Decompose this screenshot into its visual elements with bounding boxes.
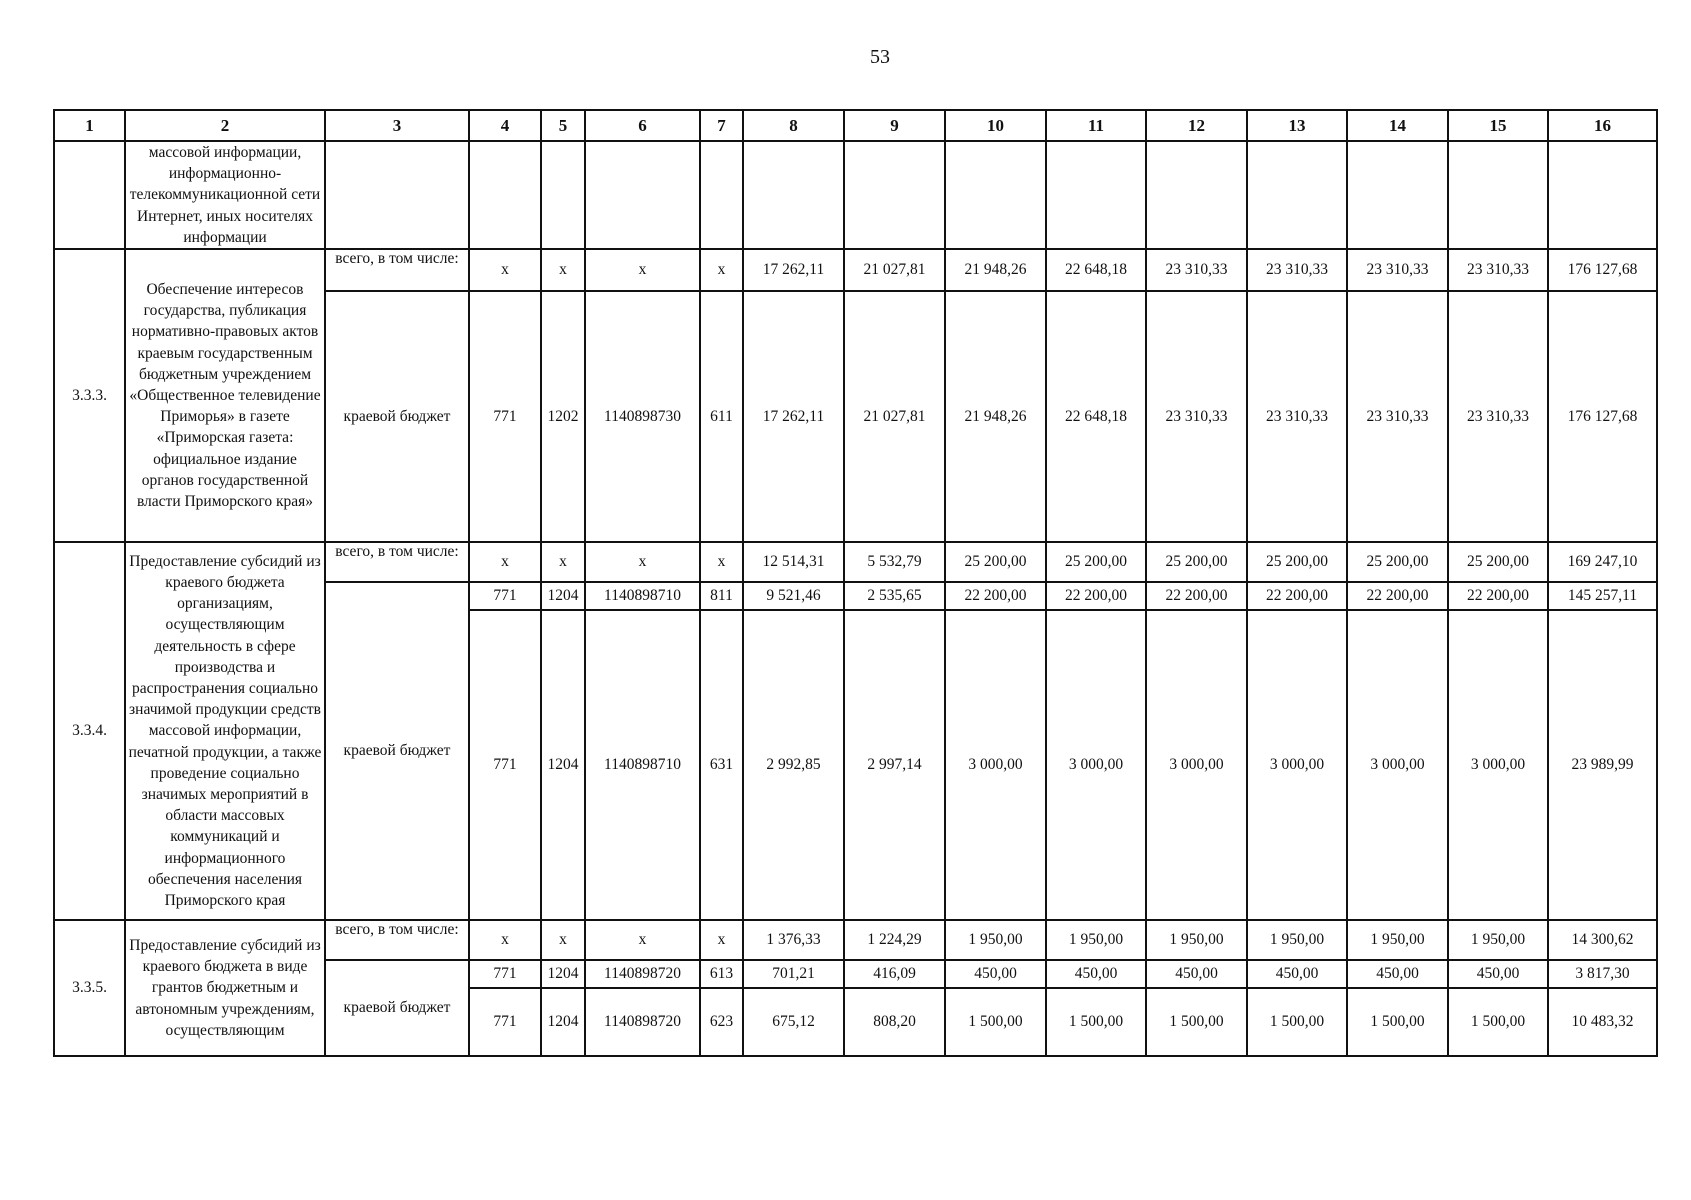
column-header-3: 3 <box>325 110 469 141</box>
year-8-value-cell: 3 000,00 <box>1448 610 1548 920</box>
column-header-16: 16 <box>1548 110 1657 141</box>
column-header-4: 4 <box>469 110 541 141</box>
target-article-code-cell: 1140898730 <box>585 291 700 542</box>
expense-type-code-cell: 623 <box>700 988 743 1056</box>
ministry-code-cell: x <box>469 920 541 960</box>
source-label: краевой бюджет <box>325 582 469 920</box>
expense-type-code-cell: 811 <box>700 582 743 610</box>
year-1-value-cell: 17 262,11 <box>743 249 844 291</box>
year-1-value-cell: 12 514,31 <box>743 542 844 582</box>
activity-name: Предоставление субсидий из краевого бюджета организациям, осуществляющим деятельность в сфере производства и распространения социально значимой продукции средств массовой информации, печатной продукции, а также проведение социально значимых мероприятий в области массовых коммуникаций и информационного обеспечения населения Приморского края <box>125 542 325 920</box>
year-6-value-cell: 1 500,00 <box>1247 988 1347 1056</box>
year-4-value-cell: 22 200,00 <box>1046 582 1146 610</box>
section-code-cell: 1204 <box>541 960 585 988</box>
expense-type-code-cell: x <box>700 542 743 582</box>
year-7-value-cell: 1 500,00 <box>1347 988 1448 1056</box>
year-3-value-cell: 1 500,00 <box>945 988 1046 1056</box>
column-header-1: 1 <box>54 110 125 141</box>
row-number: 3.3.5. <box>54 920 125 1056</box>
expense-type-code-cell: 613 <box>700 960 743 988</box>
section-code-cell: 1202 <box>541 291 585 542</box>
year-7-value-cell: 1 950,00 <box>1347 920 1448 960</box>
year-2-value-cell: 5 532,79 <box>844 542 945 582</box>
target-article-code-cell: x <box>585 920 700 960</box>
ministry-code-cell: x <box>469 542 541 582</box>
year-8-value-cell: 1 950,00 <box>1448 920 1548 960</box>
year-2-value-cell: 416,09 <box>844 960 945 988</box>
year-5-value-cell: 23 310,33 <box>1146 249 1247 291</box>
year-5-value-cell: 1 500,00 <box>1146 988 1247 1056</box>
year-1-value-cell: 701,21 <box>743 960 844 988</box>
column-header-10: 10 <box>945 110 1046 141</box>
target-article-code-cell: x <box>585 542 700 582</box>
year-2-value-cell: 21 027,81 <box>844 249 945 291</box>
year-5-value-cell: 22 200,00 <box>1146 582 1247 610</box>
source-label: всего, в том числе: <box>325 249 469 291</box>
year-6-value-cell: 22 200,00 <box>1247 582 1347 610</box>
column-header-12: 12 <box>1146 110 1247 141</box>
section-code-cell: 1204 <box>541 988 585 1056</box>
year-6-value-cell: 3 000,00 <box>1247 610 1347 920</box>
year-3-value-cell: 22 200,00 <box>945 582 1046 610</box>
year-3-value-cell: 21 948,26 <box>945 291 1046 542</box>
year-6-value-cell: 23 310,33 <box>1247 291 1347 542</box>
ministry-code-cell: x <box>469 249 541 291</box>
target-article-code-cell: 1140898710 <box>585 610 700 920</box>
ministry-code-cell: 771 <box>469 582 541 610</box>
budget-table <box>53 109 1658 1057</box>
year-4-value-cell: 22 648,18 <box>1046 249 1146 291</box>
year-1-value-cell: 9 521,46 <box>743 582 844 610</box>
target-article-code-cell: 1140898720 <box>585 988 700 1056</box>
source-label: краевой бюджет <box>325 960 469 1056</box>
section-code-cell: x <box>541 542 585 582</box>
year-3-value-cell: 3 000,00 <box>945 610 1046 920</box>
year-4-value-cell: 1 500,00 <box>1046 988 1146 1056</box>
table-row-continuation <box>54 141 1657 249</box>
ministry-code-cell: 771 <box>469 291 541 542</box>
year-3-value-cell: 25 200,00 <box>945 542 1046 582</box>
row-number: 3.3.3. <box>54 249 125 542</box>
table-row-334-total <box>54 542 1657 582</box>
activity-name: Предоставление субсидий из краевого бюджета в виде грантов бюджетным и автономным учреждениям, осуществляющим <box>125 920 325 1056</box>
year-8-value-cell: 23 310,33 <box>1448 291 1548 542</box>
year-7-value-cell: 3 000,00 <box>1347 610 1448 920</box>
year-8-value-cell: 25 200,00 <box>1448 542 1548 582</box>
year-4-value-cell: 450,00 <box>1046 960 1146 988</box>
year-4-value-cell: 25 200,00 <box>1046 542 1146 582</box>
year-7-value-cell: 450,00 <box>1347 960 1448 988</box>
target-article-code-cell: x <box>585 249 700 291</box>
year-3-value-cell: 21 948,26 <box>945 249 1046 291</box>
target-article-code-cell: 1140898710 <box>585 582 700 610</box>
column-header-14: 14 <box>1347 110 1448 141</box>
year-5-value-cell: 25 200,00 <box>1146 542 1247 582</box>
year-7-value-cell: 25 200,00 <box>1347 542 1448 582</box>
column-header-6: 6 <box>585 110 700 141</box>
year-5-value-cell: 23 310,33 <box>1146 291 1247 542</box>
year-8-value-cell: 1 500,00 <box>1448 988 1548 1056</box>
year-7-value-cell: 23 310,33 <box>1347 291 1448 542</box>
column-header-5: 5 <box>541 110 585 141</box>
year-6-value-cell: 25 200,00 <box>1247 542 1347 582</box>
year-4-value-cell: 22 648,18 <box>1046 291 1146 542</box>
total-value-cell: 145 257,11 <box>1548 582 1657 610</box>
source-label: всего, в том числе: <box>325 920 469 960</box>
column-header-9: 9 <box>844 110 945 141</box>
column-header-13: 13 <box>1247 110 1347 141</box>
expense-type-code-cell: 631 <box>700 610 743 920</box>
header-row <box>54 110 1657 141</box>
year-2-value-cell: 2 535,65 <box>844 582 945 610</box>
year-3-value-cell: 450,00 <box>945 960 1046 988</box>
ministry-code-cell: 771 <box>469 988 541 1056</box>
table-row-335-total <box>54 920 1657 960</box>
expense-type-code-cell: 611 <box>700 291 743 542</box>
section-code-cell: 1204 <box>541 610 585 920</box>
year-1-value-cell: 1 376,33 <box>743 920 844 960</box>
column-header-11: 11 <box>1046 110 1146 141</box>
ministry-code-cell: 771 <box>469 960 541 988</box>
year-1-value-cell: 2 992,85 <box>743 610 844 920</box>
source-label: всего, в том числе: <box>325 542 469 582</box>
column-header-8: 8 <box>743 110 844 141</box>
column-header-7: 7 <box>700 110 743 141</box>
section-code-cell: x <box>541 920 585 960</box>
year-5-value-cell: 3 000,00 <box>1146 610 1247 920</box>
expense-type-code-cell: x <box>700 920 743 960</box>
activity-name: Обеспечение интересов государства, публикация нормативно-правовых актов краевым государственным бюджетным учреждением «Общественное телевидение Приморья» в газете «Приморская газета: официальное издание органов государственной власти Приморского края» <box>125 249 325 542</box>
total-value-cell: 3 817,30 <box>1548 960 1657 988</box>
year-6-value-cell: 450,00 <box>1247 960 1347 988</box>
section-code-cell: x <box>541 249 585 291</box>
column-header-2: 2 <box>125 110 325 141</box>
year-1-value-cell: 675,12 <box>743 988 844 1056</box>
activity-name: массовой информации, информационно-телекоммуникационной сети Интернет, иных носителях информации <box>125 141 325 249</box>
total-value-cell: 23 989,99 <box>1548 610 1657 920</box>
year-3-value-cell: 1 950,00 <box>945 920 1046 960</box>
page-number: 53 <box>870 46 890 68</box>
table-row-333-total <box>54 249 1657 291</box>
expense-type-code-cell: x <box>700 249 743 291</box>
year-4-value-cell: 1 950,00 <box>1046 920 1146 960</box>
year-8-value-cell: 22 200,00 <box>1448 582 1548 610</box>
year-1-value-cell: 17 262,11 <box>743 291 844 542</box>
ministry-code-cell: 771 <box>469 610 541 920</box>
year-7-value-cell: 22 200,00 <box>1347 582 1448 610</box>
year-6-value-cell: 1 950,00 <box>1247 920 1347 960</box>
total-value-cell: 176 127,68 <box>1548 249 1657 291</box>
year-2-value-cell: 2 997,14 <box>844 610 945 920</box>
section-code-cell: 1204 <box>541 582 585 610</box>
total-value-cell: 176 127,68 <box>1548 291 1657 542</box>
row-number: 3.3.4. <box>54 542 125 920</box>
year-5-value-cell: 1 950,00 <box>1146 920 1247 960</box>
year-2-value-cell: 21 027,81 <box>844 291 945 542</box>
year-2-value-cell: 1 224,29 <box>844 920 945 960</box>
year-7-value-cell: 23 310,33 <box>1347 249 1448 291</box>
column-header-15: 15 <box>1448 110 1548 141</box>
target-article-code-cell: 1140898720 <box>585 960 700 988</box>
year-8-value-cell: 23 310,33 <box>1448 249 1548 291</box>
year-6-value-cell: 23 310,33 <box>1247 249 1347 291</box>
source-label: краевой бюджет <box>325 291 469 542</box>
total-value-cell: 14 300,62 <box>1548 920 1657 960</box>
source-cell <box>325 141 469 249</box>
year-4-value-cell: 3 000,00 <box>1046 610 1146 920</box>
year-2-value-cell: 808,20 <box>844 988 945 1056</box>
row-number-cell <box>54 141 125 249</box>
total-value-cell: 10 483,32 <box>1548 988 1657 1056</box>
year-5-value-cell: 450,00 <box>1146 960 1247 988</box>
year-8-value-cell: 450,00 <box>1448 960 1548 988</box>
total-value-cell: 169 247,10 <box>1548 542 1657 582</box>
